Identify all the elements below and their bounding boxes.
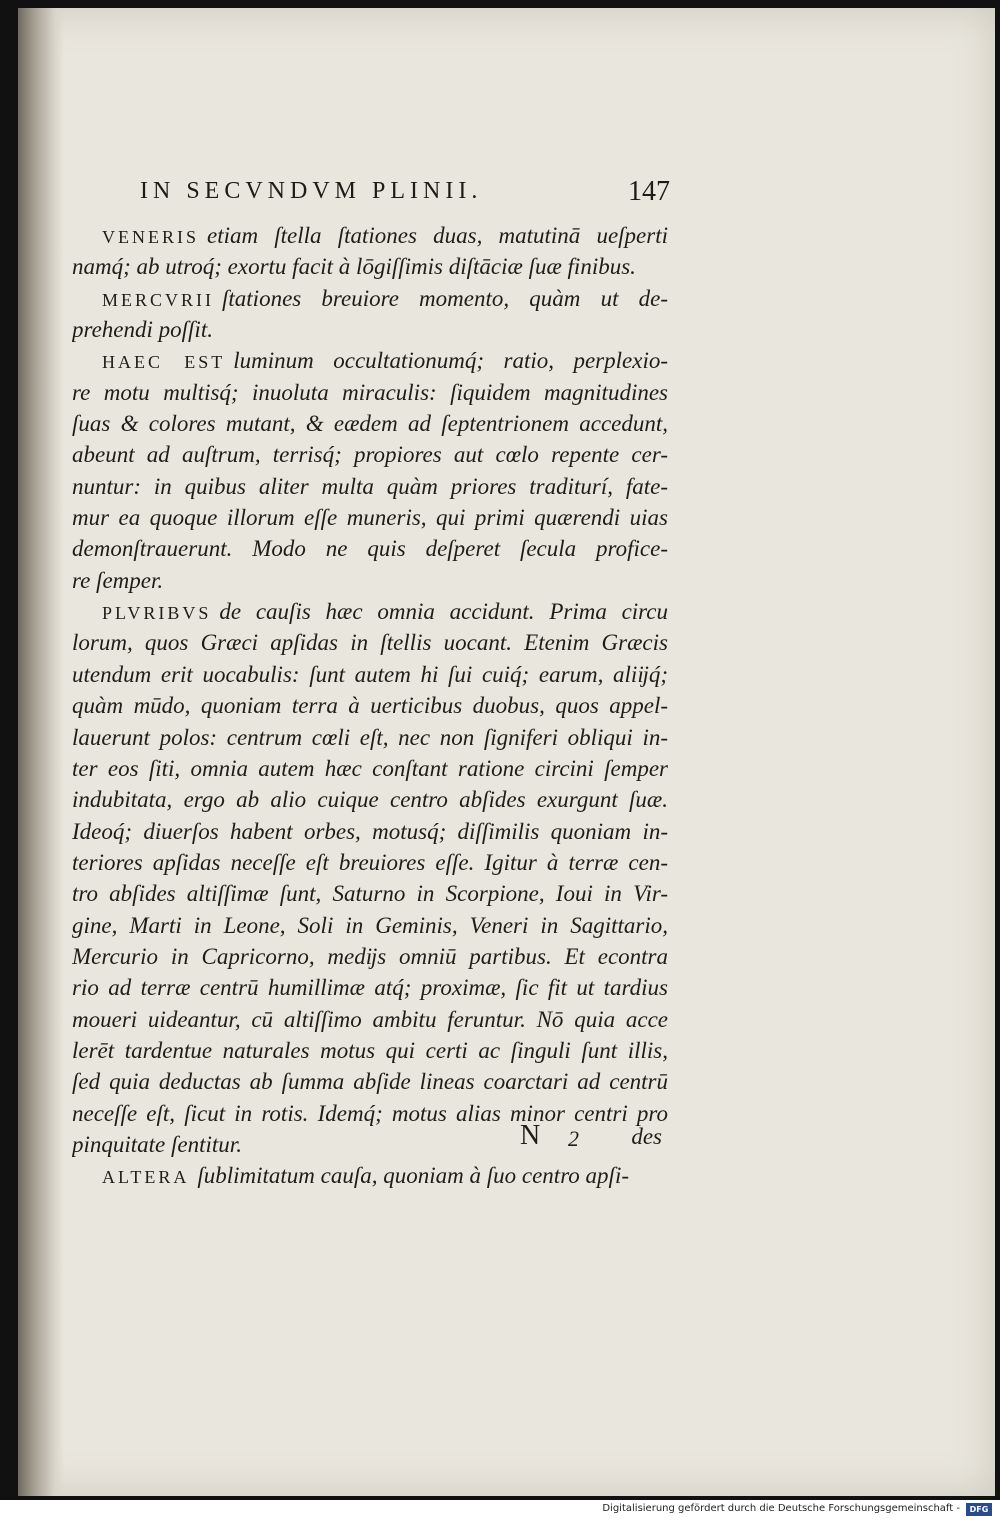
text-line xyxy=(72,941,668,972)
text-line xyxy=(72,314,668,345)
line-text: re motu multisq́; inuoluta miraculis: ſiquidem magnitudines xyxy=(72,379,668,405)
line-text: namq́; ab utroq́; exortu facit à lōgiſſimis diſtāciæ ſuæ finibus. xyxy=(72,254,636,280)
text-line xyxy=(72,502,668,533)
signature-letter: N xyxy=(520,1120,541,1151)
line-text: etiam ſtella ſtationes duas, matutinā ueſperti xyxy=(207,223,668,248)
page-gutter xyxy=(18,8,64,1496)
line-text: nuntur: in quibus aliter multa quàm priores traditurí, fate- xyxy=(72,473,668,499)
text-line xyxy=(72,408,668,439)
text-block xyxy=(72,220,668,1192)
line-text: neceſſe eſt, ſicut in rotis. Idemq́; motus alias minor centri pro xyxy=(72,1100,668,1126)
line-text: rio ad terræ centrū humillimæ atq́; proximæ, ſic fit ut tardius xyxy=(72,975,668,1001)
line-text: re ſemper. xyxy=(72,567,164,593)
line-text: Ideoq́; diuerſos habent orbes, motusq́; diſſimilis quoniam in- xyxy=(72,818,668,844)
text-line xyxy=(72,910,668,941)
paragraph-lead: HAEC EST xyxy=(102,352,226,373)
folio-number: 147 xyxy=(628,176,670,207)
footer-credit: Digitalisierung gefördert durch die Deutsche Forschungsgemeinschaft - xyxy=(602,1503,960,1514)
text-line xyxy=(72,972,668,1003)
line-text: indubitata, ergo ab alio cuique centro abſides exurgunt ſuæ. xyxy=(72,787,668,813)
line-text: moueri uideantur, cū altiſſimo ambitu feruntur. Nō quia acce xyxy=(72,1006,668,1032)
line-text: prehendi poſſit. xyxy=(72,317,213,343)
text-line xyxy=(72,1160,668,1191)
line-text: ſuas & colores mutant, & eædem ad ſeptentrionem accedunt, xyxy=(72,411,668,437)
text-line xyxy=(72,439,668,470)
running-head-title: IN SECVNDVM PLINII. xyxy=(140,178,483,204)
text-line xyxy=(72,690,668,721)
line-text: teriores apſidas neceſſe eſt breuiores eſſe. Igitur à terræ cen- xyxy=(72,849,668,875)
line-text: de cauſis hæc omnia accidunt. Prima circu xyxy=(219,599,668,625)
line-text: Mercurio in Capricorno, medĳs omniū partibus. Et econtra xyxy=(72,943,668,969)
text-line xyxy=(72,847,668,878)
catchword: des xyxy=(631,1124,662,1149)
line-text: demonſtrauerunt. Modo ne quis deſperet ſecula profice- xyxy=(72,536,668,562)
line-text: lauerunt polos: centrum cœli eſt, nec non ſigniferi obliqui in- xyxy=(72,724,668,750)
line-text: tro abſides altiſſimæ ſunt, Saturno in Scorpione, Ioui in Vir- xyxy=(72,881,668,907)
text-line xyxy=(72,283,668,314)
line-text: gine, Marti in Leone, Soli in Geminis, Veneri in Sagittario, xyxy=(72,912,668,938)
line-text: abeunt ad auſtrum, terrisq́; propiores aut cœlo repente cer- xyxy=(72,442,668,468)
signature-number: 2 xyxy=(568,1126,579,1151)
paragraph-lead: VENERIS xyxy=(102,227,199,247)
text-line xyxy=(72,753,668,784)
text-line xyxy=(72,784,668,815)
text-line xyxy=(72,1066,668,1097)
text-line xyxy=(72,1035,668,1066)
line-text: utendum erit uocabulis: ſunt autem hi ſui cuiq́; earum, aliĳq́; xyxy=(72,661,668,687)
text-line xyxy=(72,377,668,408)
text-line xyxy=(72,1004,668,1035)
text-line xyxy=(72,533,668,564)
line-text: ſublimitatum cauſa, quoniam à ſuo centro apſi- xyxy=(197,1163,629,1189)
dfg-logo: DFG xyxy=(966,1503,992,1516)
text-line xyxy=(72,565,668,596)
text-line xyxy=(72,251,668,282)
line-text: mur ea quoque illorum eſſe muneris, qui primi quærendi uias xyxy=(72,505,668,531)
line-text: quàm mūdo, quoniam terra à uerticibus duobus, quos appel- xyxy=(72,693,668,719)
text-line xyxy=(72,878,668,909)
text-line xyxy=(72,816,668,847)
line-text: ſtationes breuiore momento, quàm ut de- xyxy=(222,285,668,311)
line-text: lerēt tardentue naturales motus qui certi ac ſinguli ſunt illis, xyxy=(72,1037,668,1063)
line-text: ſed quia deductas ab ſumma abſide lineas coarctari ad centrū xyxy=(72,1069,668,1095)
text-line xyxy=(72,722,668,753)
text-line xyxy=(72,220,668,251)
paragraph-lead: ALTERA xyxy=(102,1167,190,1188)
text-line xyxy=(72,659,668,690)
signature-line xyxy=(520,1120,662,1154)
running-head xyxy=(140,178,670,212)
text-line xyxy=(72,471,668,502)
text-line xyxy=(72,596,668,627)
text-line xyxy=(72,627,668,658)
line-text: luminum occultationumq́; ratio, perplexio- xyxy=(233,348,668,374)
footer-strip xyxy=(0,1500,1000,1520)
line-text: pinquitate ſentitur. xyxy=(72,1131,242,1157)
line-text: ter eos ſiti, omnia autem hæc conſtant ratione circini ſemper xyxy=(72,755,668,781)
text-line xyxy=(72,345,668,376)
paragraph-lead: MERCVRII xyxy=(102,289,215,310)
line-text: lorum, quos Græci apſidas in ſtellis uocant. Etenim Græcis xyxy=(72,630,668,656)
paragraph-lead: PLVRIBVS xyxy=(102,603,212,624)
